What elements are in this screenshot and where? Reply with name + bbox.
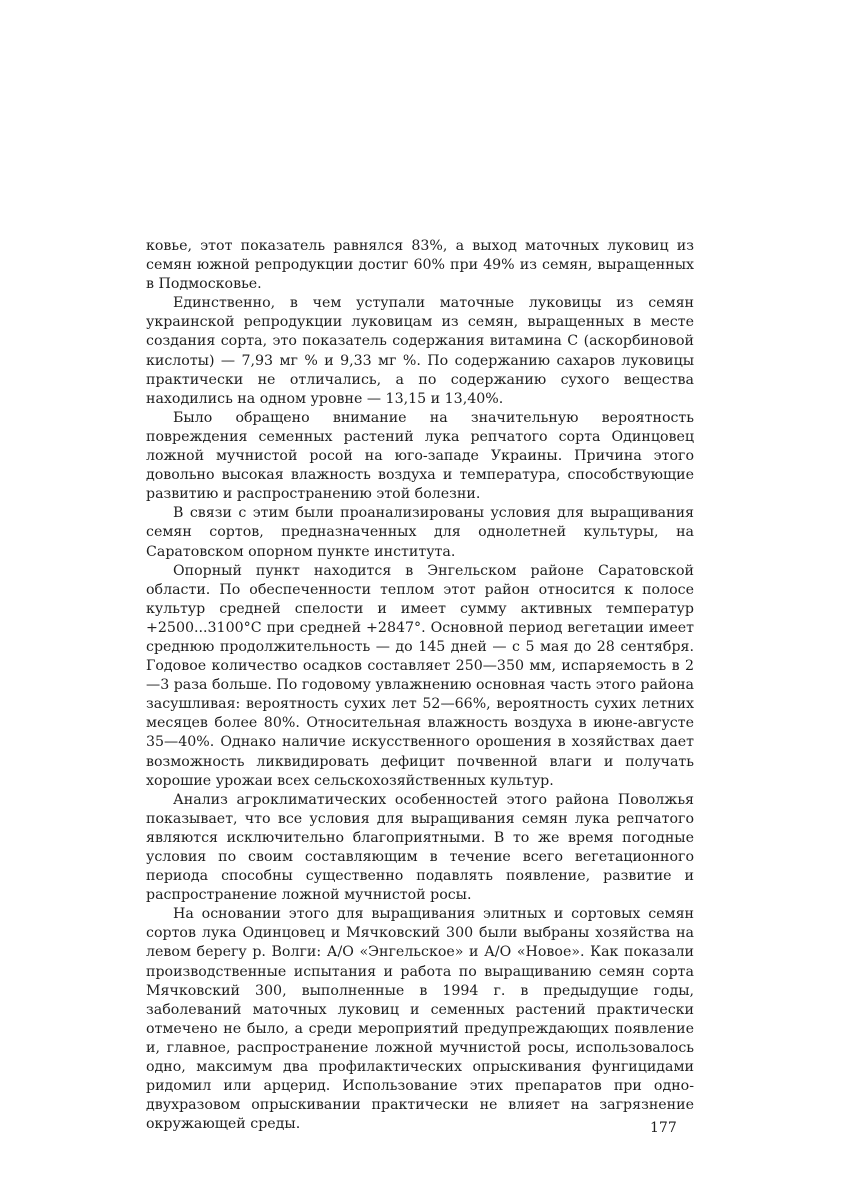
paragraph-vitamin-content: Единственно, в чем уступали маточные луковицы из семян украинской репродукции луковицам из семян, выращенных в месте создания сорта, это показатель содержания витамина С (аскорбиновой кислоты) — 7,93 мг % и 9,33 мг %. По содержанию сахаров луковицы практически не отличались, а по содержанию сухого вещества находились на одном уровне — 13,15 и 13,40%. [146,295,694,407]
paragraph-saratov-conditions: В связи с этим были проанализированы условия для выращивания семян сортов, предназначенных для однолетней культуры, на Саратовском опорном пункте института. [146,505,694,560]
paragraph-station-climate: Опорный пункт находится в Энгельском районе Саратовской области. По обеспеченности теплом этот район относится к полосе культур средней спелости и имеет сумму активных температур +2500...3100°С при средней +2847°. Основной период вегетации имеет среднюю продолжительность — до 145 дней — с 5 мая до 28 сентября. Годовое количество осадков составляет 250—350 мм, испаряемость в 2—3 раза больше. По годовому увлажнению основная часть этого района засушливая: вероятность сухих лет 52—66%, вероятность сухих летних месяцев более 80%. Относительная влажность воздуха в июне-августе 35—40%. Однако наличие искусственного орошения в хозяйствах дает возможность ликвидировать дефицит почвенной влаги и получать хорошие урожаи всех сельскохозяйственных культур. [146,562,694,789]
paragraph-continued: ковье, этот показатель равнялся 83%, а выход маточных луковиц из семян южной репродукции достиг 60% при 49% из семян, выращенных в Подмосковье. [146,238,694,293]
paragraph-agroclimatic-analysis: Анализ агроклиматических особенностей этого района Поволжья показывает, что все условия для выращивания семян лука репчатого являются исключительно благоприятными. В то же время погодные условия по своим составляющим в течение всего вегетационного периода способны существенно подавлять появление, развитие и распространение ложной мучнистой росы. [146,791,694,904]
body-text [146,237,694,1134]
paragraph-farm-selection: На основании этого для выращивания элитных и сортовых семян сортов лука Одинцовец и Мячковский 300 были выбраны хозяйства на левом берегу р. Волги: А/О «Энгельское» и А/О «Новое». Как показали производственные испытания и работа по выращиванию семян сорта Мячковский 300, выполненные в 1994 г. в предыдущие годы, заболеваний маточных луковиц и семенных растений практически отмечено не было, а среди мероприятий предупреждающих появление и, главное, распространение ложной мучнистой росы, использовалось одно, максимум два профилактических опрыскивания фунгицидами ридомил или арцерид. Использование этих препаратов при одно-двухразовом опрыскивании практически не влияет на загрязнение окружающей среды. [146,906,694,1133]
paragraph-downy-mildew-risk: Было обращено внимание на значительную вероятность повреждения семенных растений лука репчатого сорта Одинцовец ложной мучнистой росой на юго-западе Украины. Причина этого довольно высокая влажность воздуха и температура, способствующие развитию и распространению этой болезни. [146,409,694,503]
page-number: 177 [650,1120,677,1136]
